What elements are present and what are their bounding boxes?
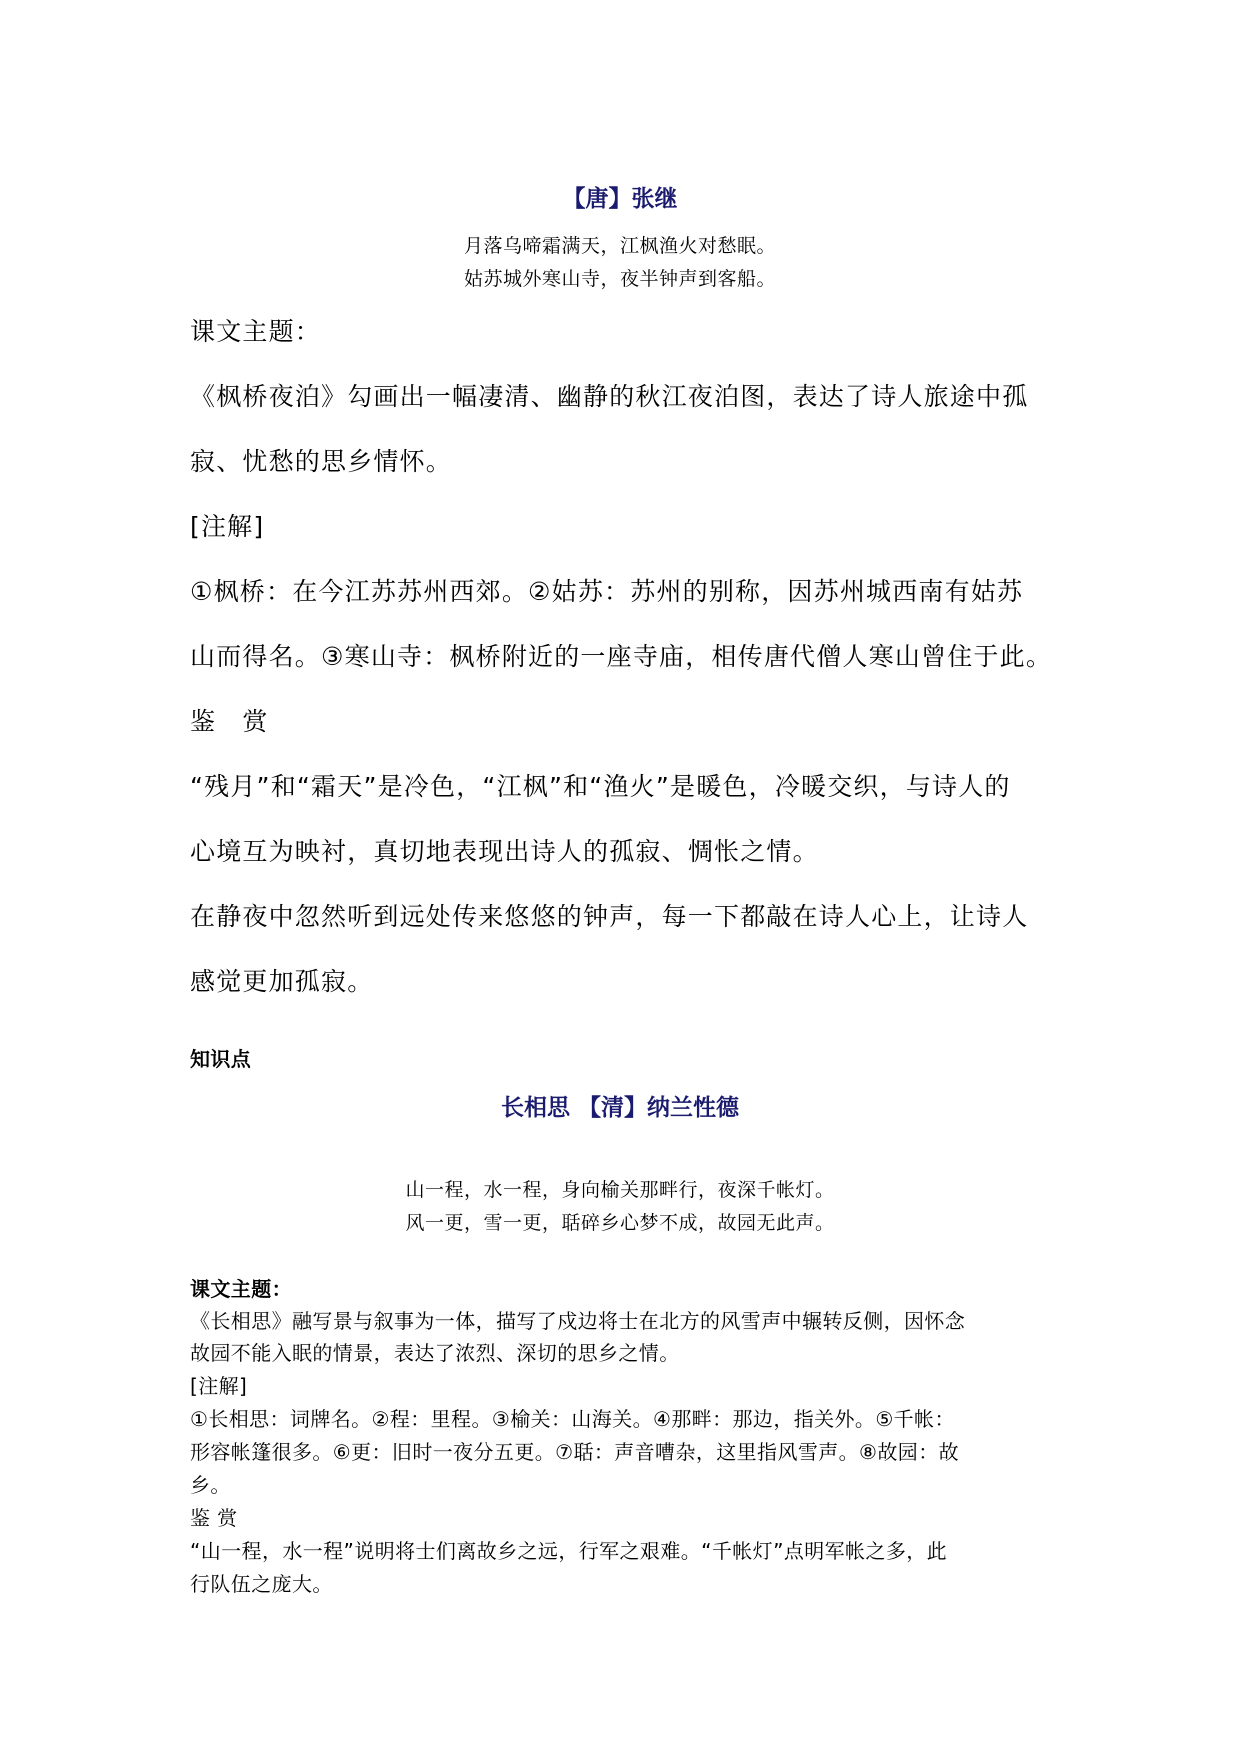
poem1-notes-line-2: 山而得名。③寒山寺：枫桥附近的一座寺庙，相传唐代僧人寒山曾住于此。	[190, 642, 1053, 671]
poem2-appreciation-line-2: 行队伍之庞大。	[190, 1572, 333, 1596]
poem1-appreciation-line-4: 感觉更加孤寂。	[190, 967, 374, 996]
poem1-theme-line-2: 寂、忧愁的思乡情怀。	[190, 447, 453, 476]
poem1-line-1: 月落乌啼霜满天，江枫渔火对愁眠。	[463, 235, 776, 257]
poem1-appreciation-line-1: “残月”和“霜天”是冷色，“江枫”和“渔火”是暖色，冷暖交织，与诗人的	[190, 772, 1011, 801]
poem2-title: 长相思 【清】纳兰性德	[500, 1095, 739, 1121]
poem2-theme-line-1: 《长相思》融写景与叙事为一体，描写了戍边将士在北方的风雪声中辗转反侧，因怀念	[190, 1309, 966, 1333]
poem1-title: 【唐】张继	[562, 186, 678, 212]
poem2-notes-line-2: 形容帐篷很多。⑥更：旧时一夜分五更。⑦聒：声音嘈杂，这里指风雪声。⑧故园：故	[190, 1440, 959, 1464]
poem1-notes-heading: [注解]	[190, 512, 265, 541]
poem2-notes-heading: [注解]	[190, 1374, 248, 1398]
knowledge-heading: 知识点	[190, 1047, 252, 1071]
poem1-notes-line-1: ①枫桥：在今江苏苏州西郊。②姑苏：苏州的别称，因苏州城西南有姑苏	[190, 577, 1024, 606]
poem2-line-2: 风一更，雪一更，聒碎乡心梦不成，故园无此声。	[405, 1212, 835, 1234]
poem1-line-2: 姑苏城外寒山寺，夜半钟声到客船。	[463, 268, 776, 290]
poem1-appreciation-line-2: 心境互为映衬，真切地表现出诗人的孤寂、惆怅之情。	[190, 837, 819, 866]
poem2-appreciation-heading: 鉴 赏	[190, 1506, 238, 1530]
poem1-theme-line-1: 《枫桥夜泊》勾画出一幅凄清、幽静的秋江夜泊图，表达了诗人旅途中孤	[190, 382, 1029, 411]
poem1-appreciation-line-3: 在静夜中忽然听到远处传来悠悠的钟声，每一下都敲在诗人心上，让诗人	[190, 902, 1029, 931]
poem2-line-1: 山一程，水一程，身向榆关那畔行，夜深千帐灯。	[405, 1179, 835, 1201]
poem2-notes-line-3: 乡。	[190, 1473, 231, 1497]
poem1-theme-heading: 课文主题：	[190, 317, 322, 346]
poem2-appreciation-line-1: “山一程，水一程”说明将士们离故乡之远，行军之艰难。“千帐灯”点明军帐之多，此	[190, 1539, 948, 1563]
poem2-theme-line-2: 故园不能入眠的情景，表达了浓烈、深切的思乡之情。	[190, 1341, 680, 1365]
poem2-notes-line-1: ①长相思：词牌名。②程：里程。③榆关：山海关。④那畔：那边，指关外。⑤千帐：	[190, 1407, 955, 1431]
poem2-theme-heading: 课文主题：	[190, 1277, 292, 1301]
poem1-appreciation-heading: 鉴 赏	[190, 707, 269, 736]
